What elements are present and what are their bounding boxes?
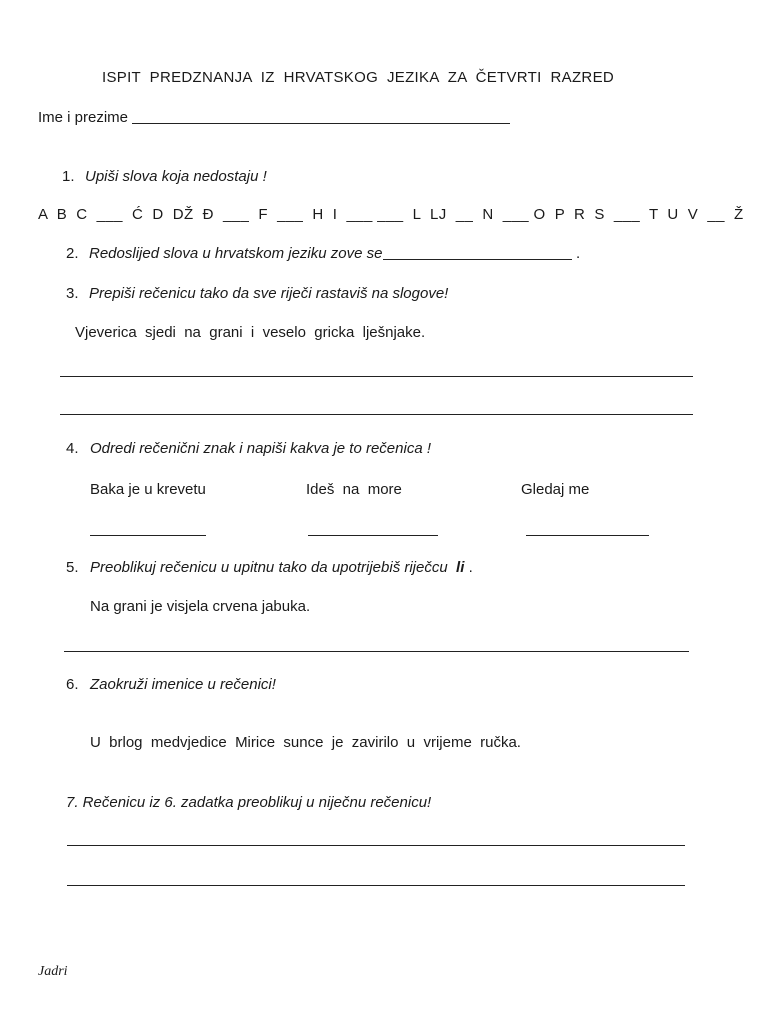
q4-answer-line-1[interactable]: [90, 535, 206, 536]
q5-number: 5.: [66, 559, 79, 576]
q6-text: Zaokruži imenice u rečenici!: [90, 676, 276, 693]
q4-sentence-1: Baka je u krevetu: [90, 481, 206, 498]
q5-answer-line[interactable]: [64, 651, 689, 652]
q7-answer-line-2[interactable]: [67, 885, 685, 886]
q3-number: 3.: [66, 285, 79, 302]
q3-answer-line-2[interactable]: [60, 414, 693, 415]
q4-answer-line-3[interactable]: [526, 535, 649, 536]
q4-text: Odredi rečenični znak i napiši kakva je to rečenica !: [90, 440, 432, 457]
q3-sentence: Vjeverica sjedi na grani i veselo gricka lješnjake.: [75, 324, 426, 341]
q7-text: 7. Rečenicu iz 6. zadatka preoblikuj u niječnu rečenicu!: [66, 794, 432, 811]
page-title: ISPIT PREDZNANJA IZ HRVATSKOG JEZIKA ZA ČETVRTI RAZRED: [102, 69, 615, 86]
alphabet-line: A B C ___ Ć D DŽ Đ ___ F ___ H I ___ ___ L LJ __ N ___ O P R S ___ T U V __ Ž: [38, 206, 744, 223]
q5-end: .: [468, 559, 473, 576]
q2-text: Redoslijed slova u hrvatskom jeziku zove se: [89, 245, 383, 262]
q5-text: Preoblikuj rečenicu u upitnu tako da upotrijebiš riječcu: [90, 559, 448, 576]
q7-answer-line-1[interactable]: [67, 845, 685, 846]
q4-answer-line-2[interactable]: [308, 535, 438, 536]
q3-text: Prepiši rečenicu tako da sve riječi rastaviš na slogove!: [89, 285, 449, 302]
q5-text-row: [90, 559, 473, 577]
q3-answer-line-1[interactable]: [60, 376, 693, 377]
q4-sentence-2: Ideš na more: [306, 481, 402, 498]
q2-end: .: [576, 245, 581, 262]
signature: Jadri: [38, 964, 68, 979]
q1-number: 1.: [62, 168, 75, 185]
name-line[interactable]: [132, 123, 510, 124]
name-label: Ime i prezime: [38, 109, 129, 126]
q1-text: Upiši slova koja nedostaju !: [85, 168, 267, 185]
q5-sentence: Na grani je visjela crvena jabuka.: [90, 598, 311, 615]
q6-sentence[interactable]: U brlog medvjedice Mirice sunce je zavirilo u vrijeme ručka.: [90, 734, 521, 751]
q4-sentence-3: Gledaj me: [521, 481, 590, 498]
q6-number: 6.: [66, 676, 79, 693]
q2-number: 2.: [66, 245, 79, 262]
q5-word: li: [456, 559, 465, 576]
q4-number: 4.: [66, 440, 79, 457]
q2-answer-line[interactable]: [383, 259, 572, 260]
